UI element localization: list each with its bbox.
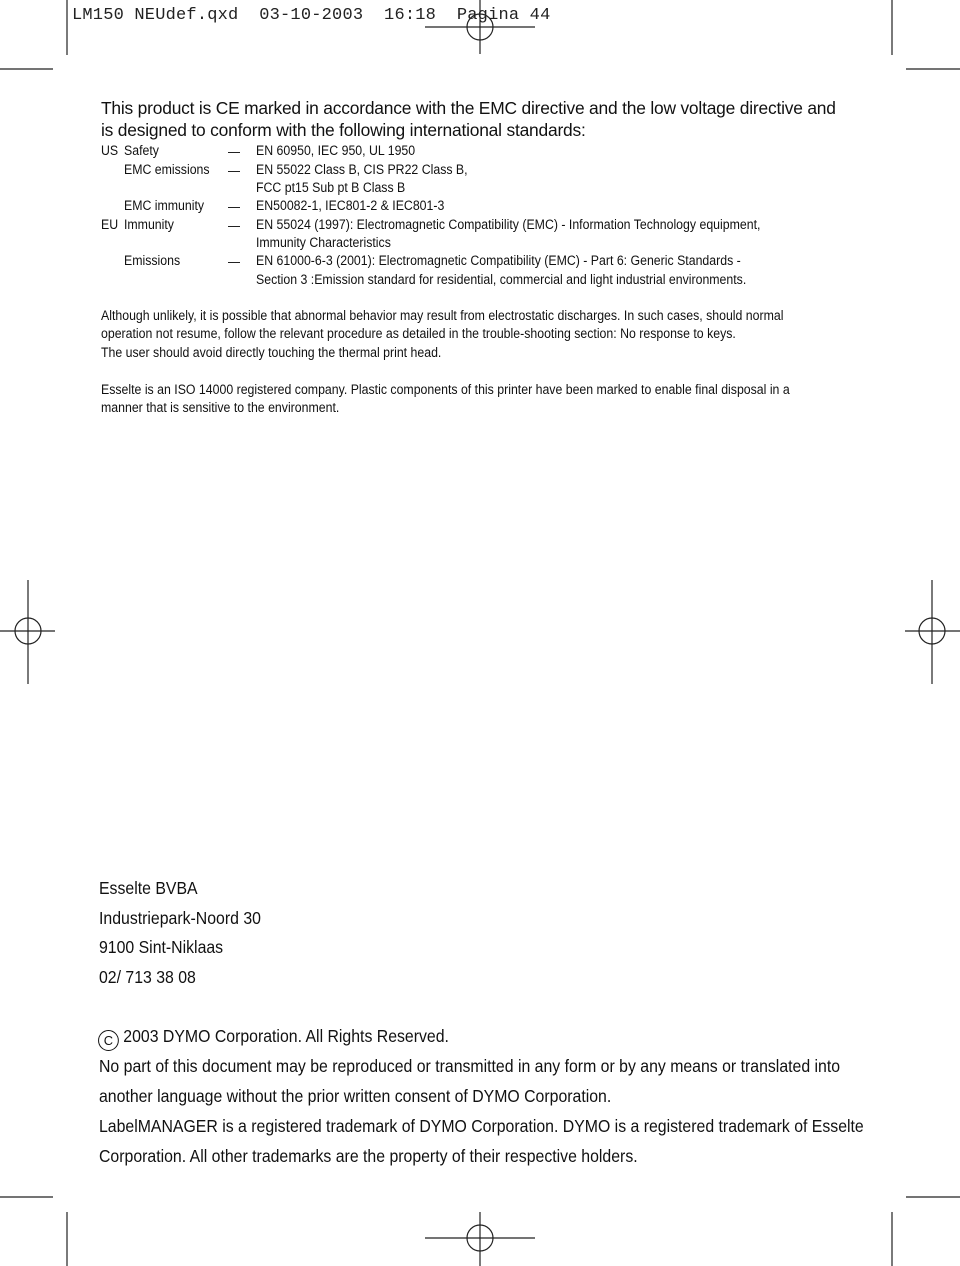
legal-line-2: No part of this document may be reproduced or transmitted in any form or by any means or translated into (99, 1056, 841, 1076)
legal-line-4: LabelMANAGER is a registered trademark of DYMO Corporation. DYMO is a registered trademark of Esselte (99, 1116, 864, 1136)
address-company: Esselte BVBA (99, 878, 198, 898)
standard-value-immunity-cont: Immunity Characteristics (256, 235, 391, 250)
ce-statement-line-1: This product is CE marked in accordance with the EMC directive and the low voltage directive and (101, 98, 836, 118)
standard-label-emissions: Emissions (124, 253, 181, 268)
print-slug-header: LM150 NEUdef.qxd 03-10-2003 16:18 Pagina 44 (72, 6, 551, 25)
standard-label-emc-emissions: EMC emissions (124, 162, 210, 177)
standard-dash (228, 226, 240, 227)
registration-mark-left (0, 580, 55, 684)
standard-value-emc-emissions-cont: FCC pt15 Sub pt B Class B (256, 180, 406, 195)
standard-label-safety: Safety (124, 143, 159, 158)
legal-line-3: another language without the prior written consent of DYMO Corporation. (99, 1086, 612, 1106)
address-phone: 02/ 713 38 08 (99, 967, 196, 987)
region-us: US (101, 143, 119, 158)
standard-value-emc-emissions: EN 55022 Class B, CIS PR22 Class B, (256, 162, 468, 177)
legal-notice (99, 1021, 899, 1171)
standard-dash (228, 171, 240, 172)
esd-line-3: The user should avoid directly touching the thermal print head. (101, 344, 442, 360)
standard-dash (228, 152, 240, 153)
standard-dash (228, 262, 240, 263)
standard-value-emissions: EN 61000-6-3 (2001): Electromagnetic Compatibility (EMC) - Part 6: Generic Standards - (256, 253, 741, 268)
region-eu: EU (101, 217, 119, 232)
standard-value-immunity: EN 55024 (1997): Electromagnetic Compatibility (EMC) - Information Technology equipment, (256, 217, 761, 232)
standard-value-emc-immunity: EN50082-1, IEC801-2 & IEC801-3 (256, 198, 445, 213)
address-street: Industriepark-Noord 30 (99, 908, 261, 928)
standard-value-safety: EN 60950, IEC 950, UL 1950 (256, 143, 416, 158)
standard-dash (228, 207, 240, 208)
ce-statement (101, 97, 891, 141)
registration-mark-right (905, 580, 960, 684)
address-city: 9100 Sint-Niklaas (99, 937, 224, 957)
standard-label-immunity: Immunity (124, 217, 174, 232)
iso-line-1: Esselte is an ISO 14000 registered company. Plastic components of this printer have been marked to enable final disposal in a (101, 382, 790, 397)
esd-line-1: Although unlikely, it is possible that abnormal behavior may result from electrostatic discharges. In such cases, should normal (101, 308, 784, 323)
esd-line-2: operation not resume, follow the relevant procedure as detailed in the trouble-shooting section: No response to keys. (101, 326, 736, 342)
iso-line-2: manner that is sensitive to the environment. (101, 400, 340, 416)
copyright-icon: C (98, 1030, 119, 1051)
iso-paragraph (101, 381, 891, 418)
registration-mark-bottom (425, 1212, 535, 1266)
ce-statement-line-2: is designed to conform with the following international standards: (101, 120, 586, 140)
standard-value-emissions-cont: Section 3 :Emission standard for residential, commercial and light industrial environments. (256, 272, 747, 287)
standard-label-emc-immunity: EMC immunity (124, 198, 205, 213)
copyright-line (99, 1021, 819, 1051)
legal-line-5: Corporation. All other trademarks are the property of their respective holders. (99, 1146, 638, 1166)
esd-paragraph (101, 307, 891, 362)
copyright-text: 2003 DYMO Corporation. All Rights Reserved. (123, 1026, 449, 1046)
